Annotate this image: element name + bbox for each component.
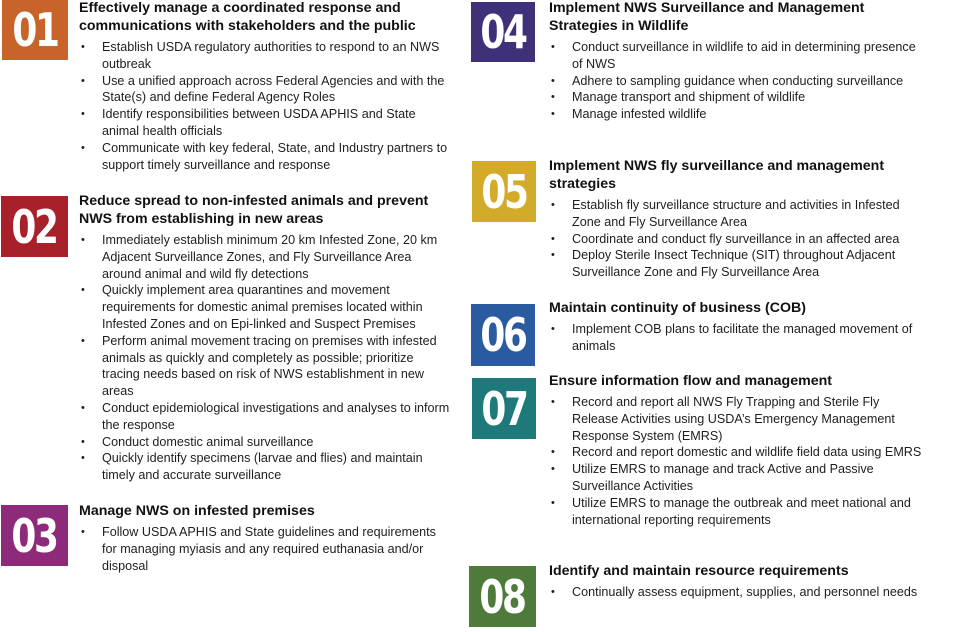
section-heading-06: Maintain continuity of business (COB) [549,300,806,316]
bullet-list-02 [79,232,454,484]
bullet-list-03 [79,524,454,574]
bullet-list-04 [549,39,924,123]
list-item: • Coordinate and conduct fly surveillance in an affected area [549,231,924,248]
list-item: • Perform animal movement tracing on premises with infested animals as quickly and completely as possible; prioritize tracing needs based on risk of NWS establishment in new areas [79,333,454,400]
list-item: • Quickly identify specimens (larvae and flies) and maintain timely and accurate surveillance [79,450,454,484]
section-heading-03: Manage NWS on infested premises [79,503,315,519]
section-heading-04: Implement NWS Surveillance and Management Strategies in Wildlife [549,0,865,34]
number-badge-07: 07 [472,378,536,439]
list-item: • Continually assess equipment, supplies, and personnel needs [549,584,924,601]
list-item: • Quickly implement area quarantines and movement requirements for domestic animal premises located within Infested Zones and on Epi-linked and Suspect Premises [79,282,454,332]
section-heading-02: Reduce spread to non-infested animals and prevent NWS from establishing in new areas [79,193,429,227]
list-item: • Establish fly surveillance structure and activities in Infested Zone and Fly Surveillance Area [549,197,924,231]
section-heading-01: Effectively manage a coordinated response and communications with stakeholders and the public [79,0,416,34]
list-item: • Record and report domestic and wildlife field data using EMRS [549,444,924,461]
list-item: • Identify responsibilities between USDA APHIS and State animal health officials [79,106,454,140]
list-item: • Use a unified approach across Federal Agencies and with the State(s) and define Federal Agency Roles [79,73,454,107]
bullet-list-05 [549,197,924,281]
list-item: • Utilize EMRS to manage the outbreak and meet national and international reporting requirements [549,495,924,529]
number-badge-01: 01 [2,0,68,60]
number-badge-05: 05 [472,161,536,222]
list-item: • Record and report all NWS Fly Trapping and Sterile Fly Release Activities using USDA’s Emergency Management Response System (EMRS) [549,394,924,444]
list-item: • Immediately establish minimum 20 km Infested Zone, 20 km Adjacent Surveillance Zones, and Fly Surveillance Area around animal and wild fly detections [79,232,454,282]
bullet-list-08 [549,584,924,601]
list-item: • Conduct domestic animal surveillance [79,434,454,451]
list-item: • Utilize EMRS to manage and track Active and Passive Surveillance Activities [549,461,924,495]
number-badge-02: 02 [1,196,68,257]
number-badge-04: 04 [471,2,535,62]
list-item: • Conduct epidemiological investigations and analyses to inform the response [79,400,454,434]
list-item: • Adhere to sampling guidance when conducting surveillance [549,73,924,90]
list-item: • Communicate with key federal, State, and Industry partners to support timely surveillance and response [79,140,454,174]
section-heading-08: Identify and maintain resource requirements [549,563,849,579]
list-item: • Follow USDA APHIS and State guidelines and requirements for managing myiasis and any required euthanasia and/or disposal [79,524,454,574]
number-badge-08: 08 [469,566,536,627]
list-item: • Establish USDA regulatory authorities to respond to an NWS outbreak [79,39,454,73]
list-item: • Implement COB plans to facilitate the managed movement of animals [549,321,924,355]
bullet-list-06 [549,321,924,355]
list-item: • Manage transport and shipment of wildlife [549,89,924,106]
bullet-list-01 [79,39,454,173]
number-badge-03: 03 [1,505,68,566]
list-item: • Deploy Sterile Insect Technique (SIT) throughout Adjacent Surveillance Zone and Fly Surveillance Area [549,247,924,281]
number-badge-06: 06 [471,304,535,366]
list-item: • Manage infested wildlife [549,106,924,123]
section-heading-07: Ensure information flow and management [549,373,832,389]
section-heading-05: Implement NWS fly surveillance and management strategies [549,158,885,192]
bullet-list-07 [549,394,924,528]
list-item: • Conduct surveillance in wildlife to aid in determining presence of NWS [549,39,924,73]
